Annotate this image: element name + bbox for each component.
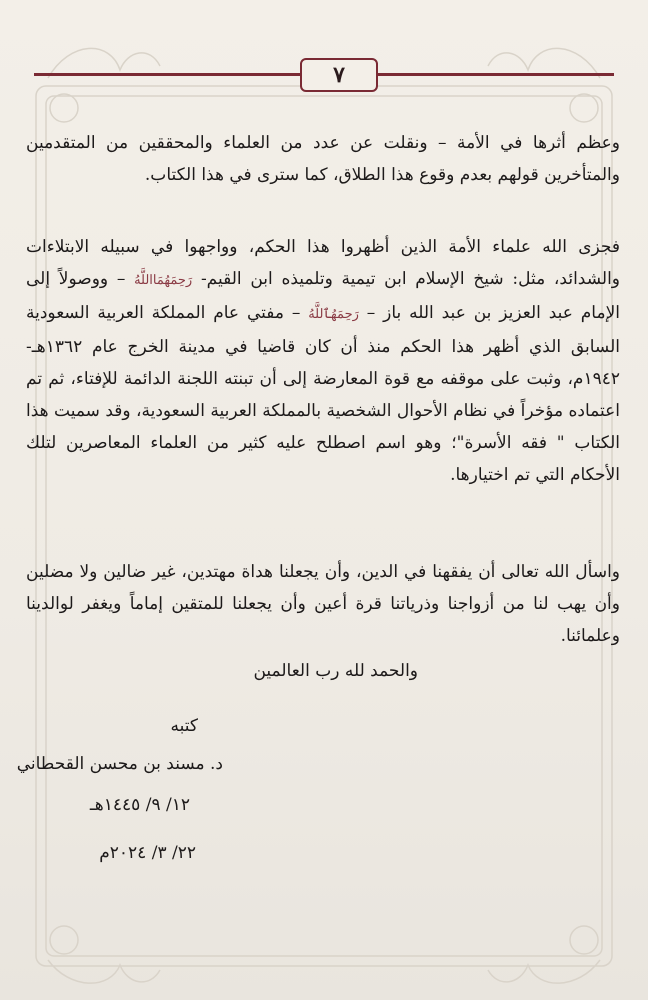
page-number: ٧	[300, 58, 378, 92]
paragraph-3-text: واسأل الله تعالى أن يفقهنا في الدين، وأن يجعلنا هداة مهتدين، غير ضالين ولا مضلين وأن يهب لنا من أزواجنا وذرياتنا قرة أعين وأن يجعلنا للمتقين إماماً ويغفر لوالدينا وعلمائنا.	[26, 562, 620, 646]
paragraph-2-part-1: فجزى الله علماء الأمة الذين أظهروا هذا الحكم، وواجهوا في سبيله الابتلاءات والشدائد، مثل: شيخ الإسلام ابن تيمية وتلميذه ابن القيم-	[26, 237, 621, 289]
invocation-mercy-single: رَحِمَهُٱللَّهُ	[308, 307, 359, 322]
paragraph-1	[26, 127, 620, 191]
date-hijri: ١٢/ ٩/ ١٤٤٥هـ	[89, 795, 190, 815]
written-by-label: كتبه	[170, 716, 198, 736]
author-name: د. مسند بن محسن القحطاني	[16, 754, 223, 774]
paragraph-2-part-3: – مفتي عام المملكة العربية السعودية السابق الذي أظهر هذا الحكم منذ أن كان قاضيا في مدينة الخرج عام ١٣٦٢هـ- ١٩٤٢م، وثبت على موقفه مع قوة المعارضة إلى أن تبنته اللجنة الدائمة للإفتاء، ثم تم اعتماده مؤخراً في نظام الأحوال الشخصية بالمملكة العربية السعودية، وقد سميت هذا الكتاب " فقه الأسرة"؛ وهو اسم اصطلح عليه كثير من العلماء المعاصرين لتلك الأحكام التي تم اختيارها.	[26, 303, 620, 485]
paragraph-2-part-2: – ووصولاً إلى الإمام عبد العزيز بن عبد الله باز –	[26, 269, 621, 323]
paragraph-2	[26, 231, 620, 491]
paragraph-3	[26, 556, 620, 652]
paragraph-1-text: وعظم أثرها في الأمة – ونقلت عن عدد من العلماء والمحققين من المتقدمين والمتأخرين قولهم بعدم وقوع هذا الطلاق، كما سترى في هذا الكتاب.	[26, 133, 620, 185]
closing-praise: والحمد لله رب العالمين	[253, 661, 418, 681]
paragraph-2-text	[26, 231, 620, 491]
invocation-mercy-dual: رَحِمَهُمَااللَّهُ	[134, 273, 193, 288]
date-gregorian: ٢٢/ ٣/ ٢٠٢٤م	[99, 843, 196, 863]
